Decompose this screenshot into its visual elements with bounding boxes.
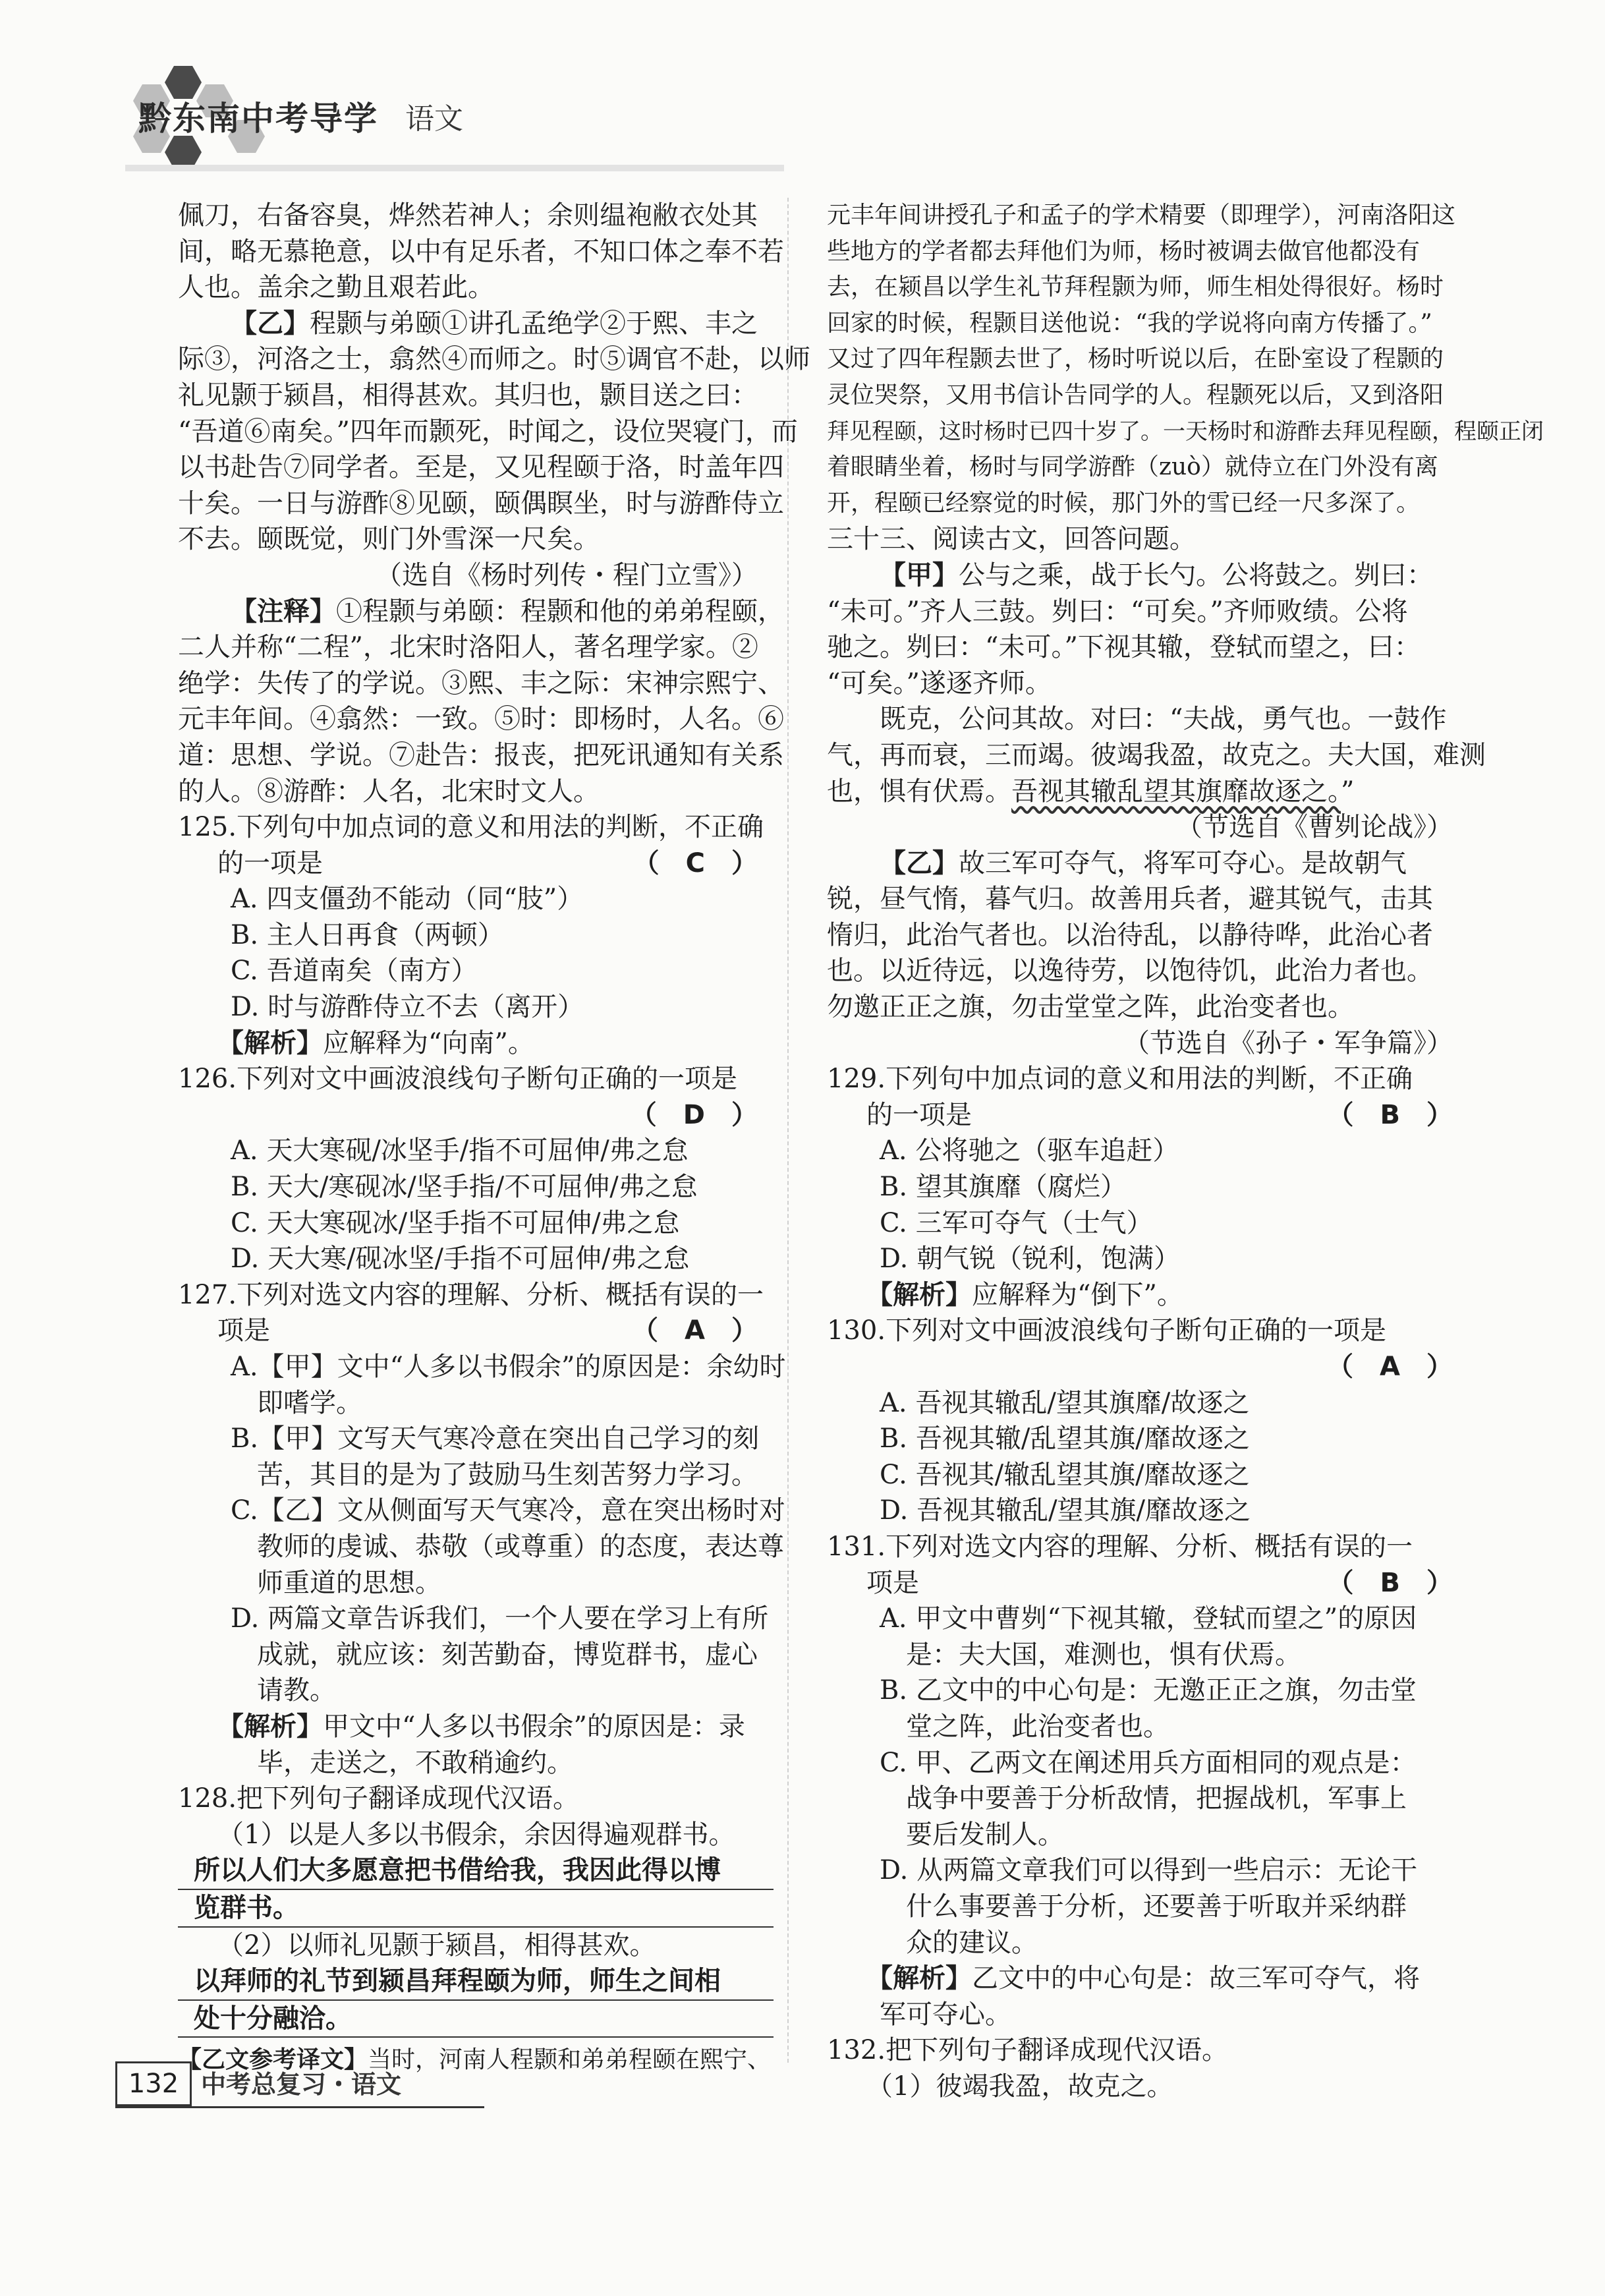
translation-answer: 所以人们大多愿意把书借给我，我因此得以博 [178, 1852, 774, 1890]
reference-translation-line: 着眼睛坐着，杨时与同学游酢（zuò）就侍立在门外没有离 [827, 453, 1438, 481]
translate-sentence: （1）彼竭我盈，故克之。 [866, 2071, 1173, 2102]
text-line: 人也。盖余之勤且艰若此。 [178, 272, 494, 303]
option-line: 苦，其目的是为了鼓励马生刻苦努力学习。 [257, 1459, 758, 1490]
passage-yi-line: 礼见颢于颍昌，相得甚欢。其归也，颢目送之曰： [178, 380, 758, 411]
option-line: 堂之阵，此治变者也。 [906, 1711, 1169, 1742]
analysis-line: 【解析】甲文中“人多以书假余”的原因是：录 [217, 1710, 745, 1742]
passage-source: （节选自《曹刿论战》） [1176, 812, 1453, 843]
option-line: C. 甲、乙两文在阐述用兵方面相同的观点是： [880, 1747, 1417, 1778]
option-line: B. 吾视其辙/乱望其旗/靡故逐之 [880, 1423, 1250, 1454]
passage-jia-line: “未可。”齐人三鼓。刿曰：“可矣。”齐师败绩。公将 [827, 596, 1408, 627]
question-stem: 的一项是 （ C ） [178, 846, 758, 882]
subject-label: 语文 [405, 102, 463, 136]
question-stem: 129.下列句中加点词的意义和用法的判断，不正确 [827, 1064, 1413, 1095]
passage-yi-line: 不去。颐既觉，则门外雪深一尺矣。 [178, 524, 600, 555]
analysis-line: 【解析】应解释为“倒下”。 [866, 1278, 1183, 1310]
option-line: D. 两篇文章告诉我们，一个人要在学习上有所 [231, 1603, 769, 1634]
question-stem: 项是 （ A ） [178, 1313, 758, 1349]
option-line: D. 从两篇文章我们可以得到一些启示：无论干 [880, 1855, 1418, 1886]
option-line: D. 时与游酢侍立不去（离开） [231, 992, 584, 1023]
passage-yi-line: 以书赴告⑦同学者。至是，又见程颐于洛，时盖年四 [178, 452, 784, 483]
note-line: 的人。⑧游酢：人名，北宋时文人。 [178, 776, 600, 807]
question-stem: 132.把下列句子翻译成现代汉语。 [827, 2035, 1229, 2066]
option-line: A. 四支僵劲不能动（同“肢”） [231, 884, 584, 915]
option-line: C. 吾视其/辙乱望其旗/靡故逐之 [880, 1459, 1250, 1490]
option-line: A. 公将驰之（驱车追赶） [880, 1135, 1179, 1166]
question-stem: 项是 （ B ） [827, 1565, 1453, 1601]
analysis-line: 军可夺心。 [880, 1999, 1011, 2030]
header-band [125, 165, 784, 171]
passage-jia-label: 【甲】 [880, 559, 959, 590]
answer-box: （ C ） [633, 847, 758, 878]
note-line: 二人并称“二程”，北宋时洛阳人，著名理学家。② [178, 632, 758, 663]
note-line: 绝学：失传了的学说。③熙、丰之际：宋神宗熙宁、 [178, 668, 784, 699]
question-stem: 127.下列对选文内容的理解、分析、概括有误的一 [178, 1279, 764, 1310]
analysis-line: 【解析】乙文中的中心句是：故三军可夺气，将 [866, 1963, 1420, 1994]
analysis-line: 毕，走送之，不敢稍逾约。 [257, 1747, 573, 1778]
option-line: 战争中要善于分析敌情，把握战机，军事上 [906, 1783, 1407, 1814]
option-line: B. 望其旗靡（腐烂） [880, 1172, 1127, 1203]
option-line: C. 吾道南矣（南方） [231, 956, 478, 987]
reference-translation-line: 灵位哭祭，又用书信讣告同学的人。程颢死以后，又到洛阳 [827, 381, 1444, 409]
analysis-line: 【解析】应解释为“向南”。 [217, 1027, 534, 1058]
answer-box: （ B ） [1327, 1099, 1453, 1130]
passage-yi-line: 际③，河洛之士，翕然④而师之。时⑤调官不赴，以师 [178, 344, 810, 375]
option-line: 众的建议。 [906, 1927, 1038, 1958]
option-line: 要后发制人。 [906, 1819, 1064, 1850]
translation-answer: 处十分融洽。 [178, 2001, 774, 2038]
passage-jia-line: 既克，公问其故。对曰：“夫战，勇气也。一鼓作 [880, 704, 1447, 735]
option-line: 成就，就应该：刻苦勤奋，博览群书，虚心 [257, 1639, 758, 1670]
option-line: 即嗜学。 [257, 1387, 362, 1418]
passage-jia-line: 也，惧有伏焉。吾视其辙乱望其旗靡故逐之。” [827, 776, 1355, 807]
passage-yi-line: 惰归，此治气者也。以治待乱，以静待哗，此治心者 [827, 919, 1433, 950]
option-line: B. 主人日再食（两顿） [231, 919, 504, 950]
option-line: 教师的虔诚、恭敬（或尊重）的态度，表达尊 [257, 1531, 784, 1562]
answer-box: （ A ） [1327, 1352, 1453, 1382]
reference-translation-line: 【乙文参考译文】当时，河南人程颢和弟弟程颐在熙宁、 [178, 2046, 772, 2074]
question-stem: 130.下列对文中画波浪线句子断句正确的一项是 [827, 1315, 1387, 1346]
text-line: 佩刀，右备容臭，烨然若神人；余则缊袍敝衣处其 [178, 200, 758, 231]
page-number: 132 [115, 2061, 192, 2106]
answer-box: （ D ） [630, 1099, 758, 1130]
translate-sentence: （2）以师礼见颢于颍昌，相得甚欢。 [217, 1930, 656, 1961]
wavy-underlined-sentence: 吾视其辙乱望其旗靡故逐之。 [1011, 776, 1341, 807]
option-line: B. 乙文中的中心句是：无邀正正之旗，勿击堂 [880, 1675, 1417, 1706]
reference-translation-line: 元丰年间讲授孔子和孟子的学术精要（即理学），河南洛阳这 [827, 202, 1456, 229]
column-divider [787, 198, 789, 2063]
passage-yi-line: 锐，昼气惰，暮气归。故善用兵者，避其锐气，击其 [827, 884, 1433, 915]
passage-jia-line: 驰之。刿曰：“未可。”下视其辙，登轼而望之，曰： [827, 632, 1421, 663]
passage-source: （节选自《孙子・军争篇》） [1123, 1027, 1453, 1058]
option-line: C. 三军可夺气（士气） [880, 1207, 1153, 1238]
option-line: A. 甲文中曹刿“下视其辙，登轼而望之”的原因 [880, 1603, 1417, 1634]
option-line: A. 吾视其辙乱/望其旗靡/故逐之 [880, 1387, 1250, 1418]
passage-jia-line: 【甲】公与之乘，战于长勺。公将鼓之。刿曰： [880, 559, 1433, 590]
hex-decoration-icon [165, 136, 202, 169]
text-line: 间，略无慕艳意，以中有足乐者，不知口体之奉不若 [178, 236, 784, 267]
reference-translation-line: 去，在颍昌以学生礼节拜程颢为师，师生相处得很好。杨时 [827, 273, 1444, 301]
reference-translation-line: 拜见程颐，这时杨时已四十岁了。一天杨时和游酢去拜见程颐，程颐正闭 [827, 418, 1544, 445]
option-line: 什么事要善于分析，还要善于听取并采纳群 [906, 1891, 1407, 1922]
passage-jia-line: 气，再而衰，三而竭。彼竭我盈，故克之。夫大国，难测 [827, 739, 1486, 770]
option-line: 是：夫大国，难测也，惧有伏焉。 [906, 1639, 1301, 1670]
question-stem: 128.把下列句子翻译成现代汉语。 [178, 1783, 580, 1814]
passage-yi-line: 【乙】故三军可夺气，将军可夺心。是故朝气 [880, 847, 1407, 878]
section-title: 三十三、阅读古文，回答问题。 [827, 524, 1196, 555]
note-line: 【注释】①程颢与弟颐：程颢和他的弟弟程颐， [231, 595, 784, 627]
option-line: B.【甲】文写天气寒冷意在突出自己学习的刻 [231, 1423, 760, 1454]
footer-rule [115, 2106, 484, 2108]
passage-jia-line: “可矣。”遂逐齐师。 [827, 668, 1052, 699]
option-line: D. 吾视其辙乱/望其旗/靡故逐之 [880, 1495, 1251, 1526]
passage-yi-line: 勿邀正正之旗，勿击堂堂之阵，此治变者也。 [827, 992, 1354, 1023]
answer-box: （ B ） [1327, 1567, 1453, 1598]
passage-source: （选自《杨时列传・程门立雪》） [376, 560, 758, 590]
option-line: B. 天大/寒砚冰/坚手指/不可屈伸/弗之怠 [231, 1172, 698, 1203]
passage-yi-label: 【乙】 [231, 307, 310, 339]
reference-translation-line: 开，程颐已经察觉的时候，那门外的雪已经一尺多深了。 [827, 489, 1421, 517]
note-label: 【注释】 [231, 595, 336, 627]
option-line: A.【甲】文中“人多以书假余”的原因是：余幼时 [231, 1352, 786, 1382]
translation-answer: 以拜师的礼节到颍昌拜程颐为师，师生之间相 [178, 1963, 774, 2001]
translation-answer: 览群书。 [178, 1890, 774, 1928]
question-stem: 125.下列句中加点词的意义和用法的判断，不正确 [178, 812, 764, 843]
option-line: D. 朝气锐（锐利，饱满） [880, 1244, 1181, 1275]
question-stem: 131.下列对选文内容的理解、分析、概括有误的一 [827, 1531, 1413, 1562]
note-line: 道：思想、学说。⑦赴告：报丧，把死讯通知有关系 [178, 739, 784, 770]
note-line: 元丰年间。④翕然：一致。⑤时：即杨时，人名。⑥ [178, 704, 784, 735]
passage-yi-line: 十矣。一日与游酢⑧见颐，颐偶瞑坐，时与游酢侍立 [178, 488, 784, 519]
left-column [178, 198, 810, 2079]
option-line: A. 天大寒砚/冰坚手/指不可屈伸/弗之怠 [231, 1135, 689, 1166]
passage-yi-line: 也。以近待远，以逸待劳，以饱待饥，此治力者也。 [827, 956, 1433, 987]
option-line: C.【乙】文从侧面写天气寒冷，意在突出杨时对 [231, 1495, 785, 1526]
answer-box: （ A ） [632, 1315, 758, 1346]
passage-yi-line: “吾道⑥南矣。”四年而颢死，时闻之，设位哭寝门，而 [178, 416, 798, 447]
reference-translation-line: 回家的时候，程颢目送他说：“我的学说将向南方传播了。” [827, 309, 1432, 337]
option-line: 请教。 [257, 1675, 336, 1706]
right-column [827, 198, 1544, 2104]
footer-label: 中考总复习・语文 [201, 2069, 402, 2099]
option-line: 师重道的思想。 [257, 1567, 441, 1598]
passage-yi-line: 【乙】程颢与弟颐①讲孔孟绝学②于熙、丰之 [231, 307, 758, 339]
option-line: C. 天大寒砚冰/坚手指不可屈伸/弗之怠 [231, 1207, 680, 1238]
question-stem: 126.下列对文中画波浪线句子断句正确的一项是 [178, 1064, 738, 1095]
option-line: D. 天大寒/砚冰坚/手指不可屈伸/弗之怠 [231, 1244, 690, 1275]
passage-yi-label: 【乙】 [880, 847, 959, 878]
reference-translation-line: 些地方的学者都去拜他们为师，杨时被调去做官他都没有 [827, 237, 1421, 265]
reference-translation-line: 又过了四年程颢去世了，杨时听说以后，在卧室设了程颢的 [827, 345, 1444, 373]
translate-sentence: （1）以是人多以书假余，余因得遍观群书。 [217, 1819, 735, 1850]
brand-title: 黔东南中考导学 [138, 100, 378, 138]
question-stem: 的一项是 （ B ） [827, 1097, 1453, 1134]
